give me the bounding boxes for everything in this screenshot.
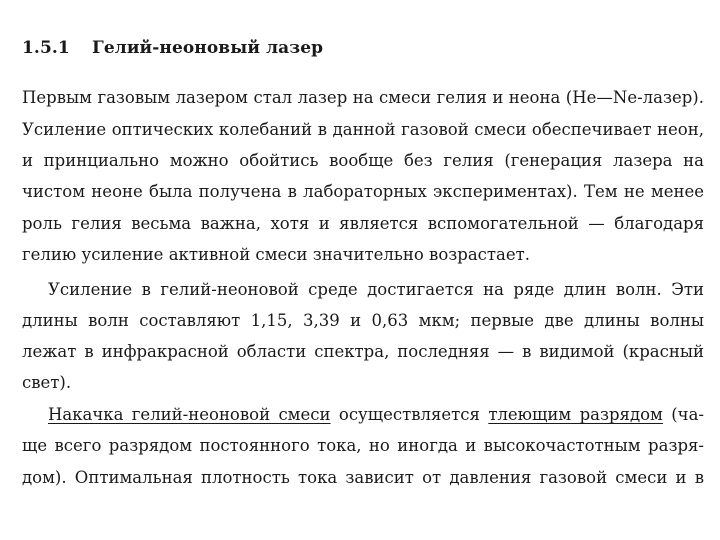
paragraph-1-line-4: чистом неоне была получена в лабораторных экспериментах). Тем не менее — [22, 182, 704, 201]
paragraph-1-line-5: роль гелия весьма важна, хотя и является вспомогательной — благодаря — [22, 214, 704, 233]
section-heading — [22, 38, 323, 58]
term-pumping-link[interactable]: Накачка гелий-неоновой смеси — [48, 405, 331, 424]
paragraph-1-line-1: Первым газовым лазером стал лазер на смеси гелия и неона (He—Ne-лазер). — [22, 88, 704, 107]
paragraph-2-line-4: свет). — [22, 373, 72, 392]
paragraph-2-line-3: лежат в инфракрасной области спектра, последняя — в видимой (красный — [22, 342, 704, 361]
term-glow-discharge-link[interactable]: тлеющим разрядом — [488, 405, 663, 424]
paragraph-3-line-2: ще всего разрядом постоянного тока, но иногда и высокочастотным разря- — [22, 436, 704, 455]
paragraph-3-line-3: дом). Оптимальная плотность тока зависит от давления газовой смеси и в — [22, 468, 704, 487]
paragraph-3-line-1 — [48, 405, 704, 425]
paragraph-1-line-3: и принциально можно обойтись вообще без гелия (генерация лазера на — [22, 151, 704, 170]
paragraph-2-line-2: длины волн составляют 1,15, 3,39 и 0,63 мкм; первые две длины волны — [22, 311, 704, 330]
paragraph-1-line-2: Усиление оптических колебаний в данной газовой смеси обеспечивает неон, — [22, 120, 704, 139]
paragraph-3-text-end: (ча- — [662, 405, 704, 424]
paragraph-1-line-6: гелию усиление активной смеси значительно возрастает. — [22, 245, 530, 264]
section-number: 1.5.1 — [22, 38, 70, 58]
paragraph-2-line-1: Усиление в гелий-неоновой среде достигается на ряде длин волн. Эти — [48, 280, 704, 299]
section-title: Гелий-неоновый лазер — [92, 38, 324, 58]
paragraph-3-text-mid: осуществляется — [330, 405, 489, 424]
